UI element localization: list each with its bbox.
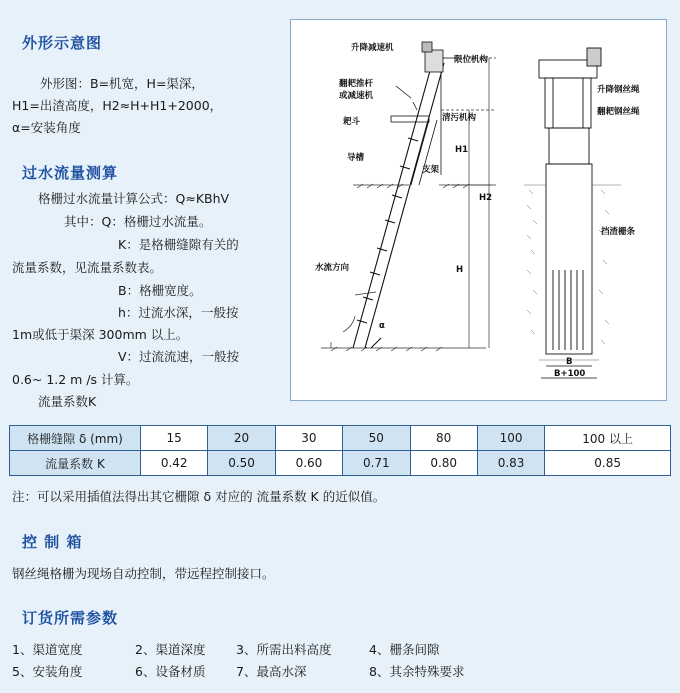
- label-flip-rope: 翻耙钢丝绳: [597, 107, 640, 117]
- table-cell: 0.80: [410, 451, 477, 476]
- flow-text-k2: 流量系数，见流量系数表。: [12, 260, 163, 275]
- table-cell: 0.83: [477, 451, 544, 476]
- right-ground: [524, 185, 621, 360]
- table-cell: 100 以上: [545, 426, 671, 451]
- order-item: 1、渠道宽度: [12, 642, 83, 657]
- label-bars: 挡渣栅条: [601, 227, 636, 237]
- label-h1: H1: [455, 145, 469, 155]
- section-title-outline: 外形示意图: [22, 34, 103, 52]
- order-item: 8、其余特殊要求: [369, 664, 465, 679]
- label-guide: 导槽: [347, 153, 365, 163]
- guide-rail: [353, 60, 444, 348]
- section-title-control: 控 制 箱: [22, 533, 83, 551]
- table-header-gap: 格栅缝隙 δ (mm): [10, 426, 141, 451]
- flow-text-b: B：格栅宽度。: [118, 283, 202, 298]
- label-alpha: α: [379, 321, 385, 331]
- section-title-flow: 过水流量测算: [22, 164, 119, 182]
- label-rake-push-2: 或减速机: [339, 91, 374, 101]
- label-motor: 升降减速机: [351, 43, 394, 53]
- table-note: 注：可以采用插值法得出其它栅隙 δ 对应的 流量系数 K 的近似值。: [12, 489, 386, 504]
- outline-diagram: [290, 19, 667, 401]
- flow-coefficient-table: [9, 425, 671, 476]
- table-cell: 30: [275, 426, 342, 451]
- order-item: 6、设备材质: [135, 664, 206, 679]
- label-b: B: [566, 357, 573, 367]
- label-flow: 水流方向: [315, 263, 350, 273]
- flow-text-v: V：过流流速，一般按: [118, 349, 240, 364]
- table-cell: 80: [410, 426, 477, 451]
- label-lift-rope: 升降钢丝绳: [597, 85, 640, 95]
- outline-text-3: α=安装角度: [12, 120, 81, 135]
- label-h2: H2: [479, 193, 493, 203]
- table-row-k: [10, 451, 671, 476]
- order-item: 2、渠道深度: [135, 642, 206, 657]
- flow-text-v2: 0.6~ 1.2 m /s 计算。: [12, 372, 139, 387]
- flow-table-caption: 流量系数K: [38, 394, 97, 409]
- table-cell: 15: [141, 426, 208, 451]
- order-item: 7、最高水深: [236, 664, 307, 679]
- flow-formula: 格栅过水流量计算公式：Q≈KBhV: [38, 191, 230, 206]
- outline-diagram-svg: [291, 20, 666, 400]
- table-cell: 0.71: [343, 451, 410, 476]
- table-cell: 0.50: [208, 451, 275, 476]
- flow-text-k: K：是格栅缝隙有关的: [118, 237, 239, 252]
- label-rake: 耙斗: [343, 117, 361, 127]
- outline-text-1: 外形图：B=机宽，H=渠深，: [40, 76, 204, 91]
- table-cell: 0.42: [141, 451, 208, 476]
- table-row-gap: [10, 426, 671, 451]
- label-clean: 清污机构: [442, 113, 477, 123]
- label-h: H: [456, 265, 464, 275]
- order-item: 3、所需出料高度: [236, 642, 332, 657]
- label-support: 支架: [422, 165, 440, 175]
- flow-text-h2: 1m或低于渠深 300mm 以上。: [12, 327, 189, 342]
- section-title-order: 订货所需参数: [22, 609, 119, 627]
- table-cell: 100: [477, 426, 544, 451]
- label-b100: B+100: [554, 369, 586, 379]
- flow-text-q: 其中：Q：格栅过水流量。: [64, 214, 212, 229]
- label-limit: 限位机构: [454, 55, 489, 65]
- table-cell: 0.60: [275, 451, 342, 476]
- control-text: 钢丝绳格栅为现场自动控制，带远程控制接口。: [12, 566, 275, 581]
- outline-text-2: H1=出渣高度，H2≈H+H1+2000，: [12, 98, 223, 113]
- front-view: [539, 48, 601, 354]
- table-cell: 20: [208, 426, 275, 451]
- table-header-k: 流量系数 K: [10, 451, 141, 476]
- label-rake-push: 翻耙推杆: [339, 79, 374, 89]
- order-item: 5、安装角度: [12, 664, 83, 679]
- table-cell: 50: [343, 426, 410, 451]
- table-cell: 0.85: [545, 451, 671, 476]
- dimension-lines: [343, 58, 496, 348]
- flow-text-h: h：过流水深，一般按: [118, 305, 239, 320]
- order-item: 4、栅条间隙: [369, 642, 440, 657]
